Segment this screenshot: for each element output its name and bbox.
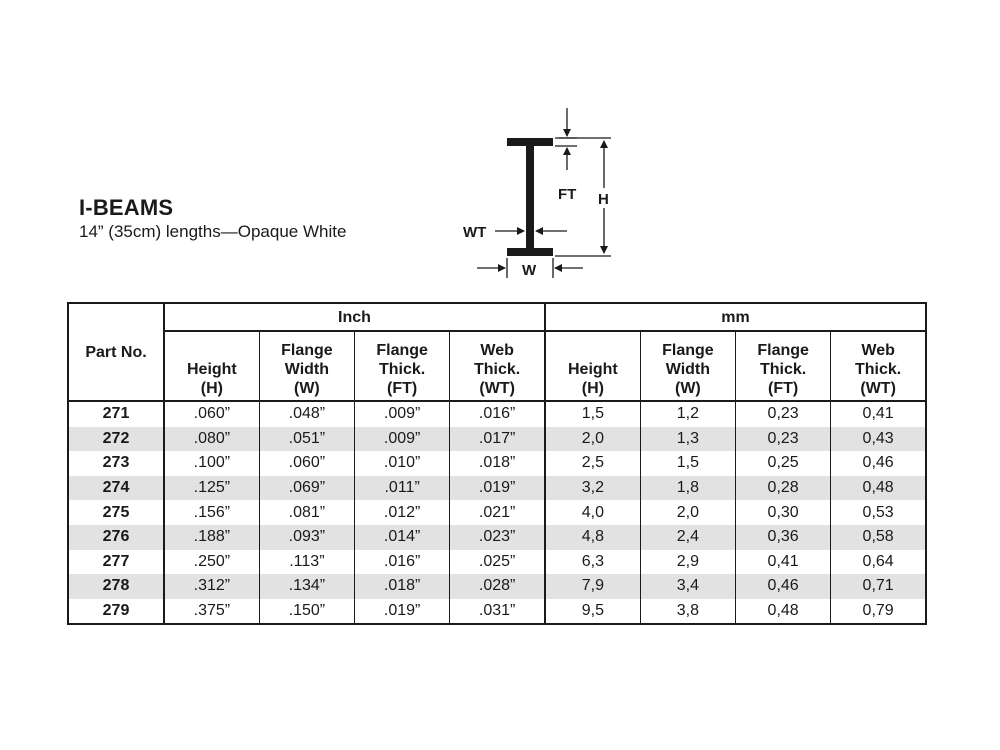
inch-flange-thick-cell: .014”	[355, 525, 450, 550]
mm-flange-width-cell: 2,0	[640, 500, 735, 525]
mm-flange-width-header	[640, 331, 735, 401]
inch-flange-width-cell: .060”	[259, 451, 354, 476]
mm-height-cell: 1,5	[545, 401, 640, 427]
part-number-cell: 276	[68, 525, 164, 550]
mm-height-cell: 2,0	[545, 427, 640, 452]
mm-flange-thick-cell: 0,36	[736, 525, 831, 550]
mm-height-cell: 3,2	[545, 476, 640, 501]
mm-web-thick-cell: 0,64	[831, 550, 926, 575]
ft-label: FT	[558, 186, 577, 203]
mm-flange-width-cell: 1,8	[640, 476, 735, 501]
mm-height-cell: 6,3	[545, 550, 640, 575]
header-line	[165, 341, 259, 360]
inch-height-cell: .156”	[164, 500, 259, 525]
part-no-header: Part No.	[68, 303, 164, 401]
mm-web-thick-cell: 0,46	[831, 451, 926, 476]
inch-flange-width-cell: .113”	[259, 550, 354, 575]
inch-web-thick-cell: .019”	[450, 476, 545, 501]
inch-height-cell: .100”	[164, 451, 259, 476]
inch-web-thick-cell: .018”	[450, 451, 545, 476]
inch-flange-thick-cell: .012”	[355, 500, 450, 525]
part-number-cell: 273	[68, 451, 164, 476]
mm-flange-thick-header	[736, 331, 831, 401]
header-line: Flange	[376, 342, 428, 359]
mm-flange-thick-cell: 0,25	[736, 451, 831, 476]
h-label: H	[598, 191, 609, 208]
ft-dimension	[555, 108, 577, 170]
inch-flange-width-cell: .048”	[259, 401, 354, 427]
table-row	[68, 451, 926, 476]
mm-group-header: mm	[545, 303, 926, 331]
inch-web-thick-cell: .017”	[450, 427, 545, 452]
mm-flange-thick-cell: 0,41	[736, 550, 831, 575]
mm-flange-width-cell: 2,9	[640, 550, 735, 575]
header-line: (W)	[674, 380, 701, 397]
table-body	[68, 401, 926, 624]
table-row	[68, 500, 926, 525]
table-row	[68, 599, 926, 625]
inch-flange-thick-cell: .018”	[355, 574, 450, 599]
header-line: Width	[284, 361, 330, 378]
table-row	[68, 401, 926, 427]
table-row	[68, 525, 926, 550]
mm-flange-thick-cell: 0,28	[736, 476, 831, 501]
mm-web-thick-cell: 0,53	[831, 500, 926, 525]
page-subtitle: 14” (35cm) lengths—Opaque White	[79, 222, 347, 241]
inch-flange-thick-cell: .016”	[355, 550, 450, 575]
table-row	[68, 476, 926, 501]
i-beam-diagram	[455, 100, 635, 285]
mm-height-header	[545, 331, 640, 401]
mm-flange-thick-cell: 0,30	[736, 500, 831, 525]
inch-flange-thick-cell: .009”	[355, 427, 450, 452]
inch-flange-width-cell: .150”	[259, 599, 354, 625]
inch-flange-thick-header	[355, 331, 450, 401]
page-title: I-BEAMS	[79, 195, 174, 220]
inch-height-cell: .375”	[164, 599, 259, 625]
header-line: (WT)	[860, 380, 896, 397]
header-line: Flange	[281, 342, 333, 359]
table-column-header-row	[68, 331, 926, 401]
inch-flange-width-cell: .051”	[259, 427, 354, 452]
mm-flange-thick-cell: 0,23	[736, 427, 831, 452]
header-line: Thick.	[379, 361, 426, 378]
w-label: W	[522, 262, 537, 279]
header-line: Height	[186, 361, 237, 378]
inch-group-header: Inch	[164, 303, 545, 331]
mm-flange-width-cell: 1,5	[640, 451, 735, 476]
mm-web-thick-cell: 0,58	[831, 525, 926, 550]
header-line: Thick.	[760, 361, 807, 378]
inch-flange-width-cell: .081”	[259, 500, 354, 525]
inch-height-cell: .125”	[164, 476, 259, 501]
inch-flange-width-cell: .069”	[259, 476, 354, 501]
header-line: (FT)	[768, 380, 799, 397]
mm-flange-width-cell: 1,3	[640, 427, 735, 452]
mm-height-cell: 4,8	[545, 525, 640, 550]
part-number-cell: 274	[68, 476, 164, 501]
part-number-cell: 277	[68, 550, 164, 575]
mm-height-cell: 4,0	[545, 500, 640, 525]
inch-web-thick-cell: .028”	[450, 574, 545, 599]
i-beam-shape	[507, 138, 553, 256]
mm-height-cell: 2,5	[545, 451, 640, 476]
header-line: (FT)	[387, 380, 418, 397]
header-line: Thick.	[855, 361, 902, 378]
mm-web-thick-cell: 0,41	[831, 401, 926, 427]
mm-flange-width-cell: 2,4	[640, 525, 735, 550]
inch-flange-thick-cell: .009”	[355, 401, 450, 427]
header-line	[546, 341, 640, 360]
part-number-cell: 275	[68, 500, 164, 525]
header-line: (H)	[200, 380, 223, 397]
part-number-cell: 271	[68, 401, 164, 427]
header-line: (W)	[293, 380, 320, 397]
inch-flange-width-cell: .093”	[259, 525, 354, 550]
table-row	[68, 574, 926, 599]
inch-height-header	[164, 331, 259, 401]
header-line: Width	[665, 361, 711, 378]
inch-flange-thick-cell: .011”	[355, 476, 450, 501]
header-line: Height	[567, 361, 618, 378]
inch-height-cell: .312”	[164, 574, 259, 599]
mm-flange-thick-cell: 0,23	[736, 401, 831, 427]
inch-flange-thick-cell: .010”	[355, 451, 450, 476]
part-number-cell: 279	[68, 599, 164, 625]
inch-height-cell: .080”	[164, 427, 259, 452]
i-beam-spec-table	[67, 302, 927, 625]
table-group-header-row	[68, 303, 926, 331]
inch-web-thick-cell: .025”	[450, 550, 545, 575]
mm-web-thick-cell: 0,48	[831, 476, 926, 501]
inch-height-cell: .060”	[164, 401, 259, 427]
header-line: (WT)	[479, 380, 515, 397]
inch-flange-width-header	[259, 331, 354, 401]
mm-web-thick-cell: 0,71	[831, 574, 926, 599]
mm-web-thick-cell: 0,79	[831, 599, 926, 625]
mm-flange-thick-cell: 0,48	[736, 599, 831, 625]
inch-web-thick-cell: .016”	[450, 401, 545, 427]
inch-flange-thick-cell: .019”	[355, 599, 450, 625]
part-number-cell: 278	[68, 574, 164, 599]
header-line: Flange	[662, 342, 714, 359]
inch-height-cell: .250”	[164, 550, 259, 575]
header-line: (H)	[581, 380, 604, 397]
inch-height-cell: .188”	[164, 525, 259, 550]
mm-flange-width-cell: 3,4	[640, 574, 735, 599]
inch-flange-width-cell: .134”	[259, 574, 354, 599]
mm-height-cell: 9,5	[545, 599, 640, 625]
inch-web-thick-cell: .023”	[450, 525, 545, 550]
mm-flange-width-cell: 3,8	[640, 599, 735, 625]
table-row	[68, 550, 926, 575]
mm-height-cell: 7,9	[545, 574, 640, 599]
mm-flange-width-cell: 1,2	[640, 401, 735, 427]
header-line: Thick.	[474, 361, 521, 378]
title-block	[79, 195, 346, 243]
inch-web-thick-cell: .021”	[450, 500, 545, 525]
part-number-cell: 272	[68, 427, 164, 452]
mm-web-thick-cell: 0,43	[831, 427, 926, 452]
table-row	[68, 427, 926, 452]
wt-label: WT	[463, 224, 487, 241]
header-line: Flange	[757, 342, 809, 359]
header-line: Web	[861, 342, 895, 359]
header-line: Web	[480, 342, 514, 359]
mm-web-thick-header	[831, 331, 926, 401]
inch-web-thick-cell: .031”	[450, 599, 545, 625]
mm-flange-thick-cell: 0,46	[736, 574, 831, 599]
inch-web-thick-header	[450, 331, 545, 401]
